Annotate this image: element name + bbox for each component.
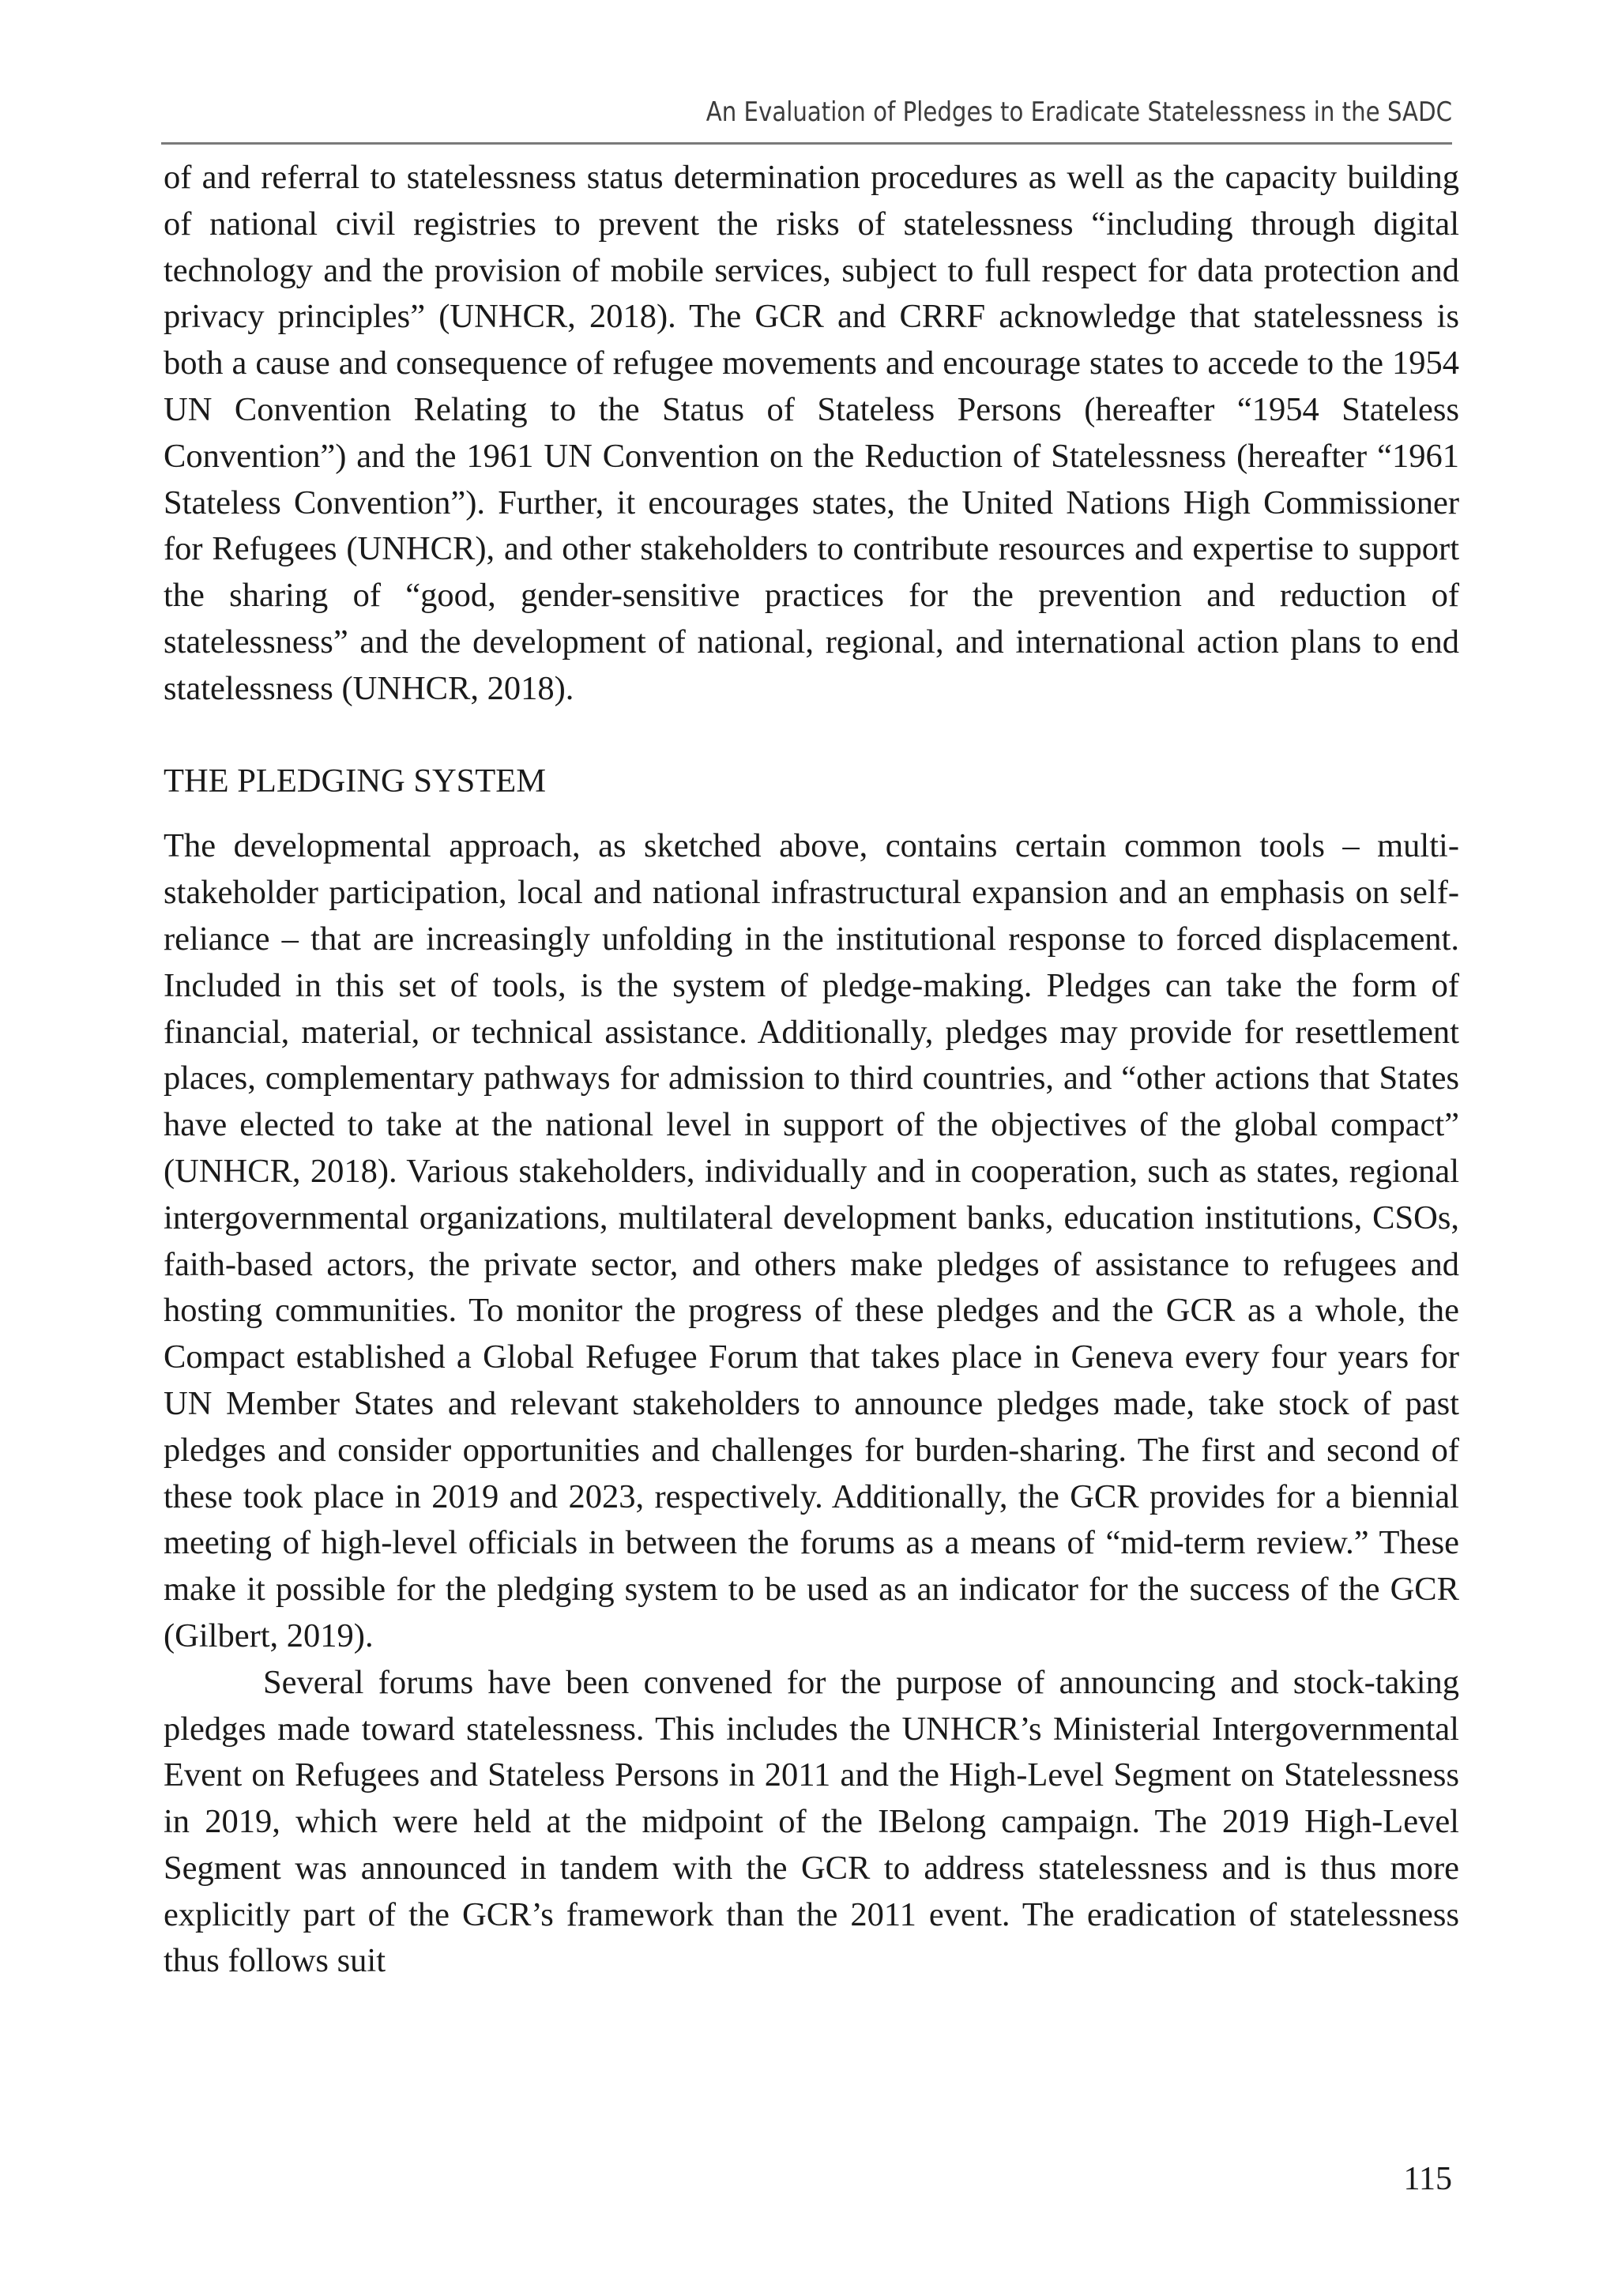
body-paragraph: The developmental approach, as sketched above, contains certain common tools – multi-stakeholder participation, local and national infrastructural expansion and an emphasis on self-reliance – that are increasingly unfolding in the institutional response to forced displacement. Included in this set of tools, is the system of pledge-making. Pledges can take the form of financial, material, or technical assistance. Additionally, pledges may provide for resettlement places, complementary pathways for admission to third countries, and “other actions that States have elected to take at the national level in support of the objectives of the global compact” (UNHCR, 2018). Various stakeholders, individually and in cooperation, such as states, regional intergovernmental organizations, multilateral development banks, education institutions, CSOs, faith-based actors, the private sector, and others make pledges of assistance to refugees and hosting communities. To monitor the progress of these pledges and the GCR as a whole, the Compact established a Global Refugee Forum that takes place in Geneva every four years for UN Member States and relevant stakeholders to announce pledges made, take stock of past pledges and consider opportunities and challenges for burden-sharing. The first and second of these took place in 2019 and 2023, respectively. Additionally, the GCR provides for a biennial meeting of high-level officials in between the forums as a means of “mid-term review.” These make it possible for the pledging system to be used as an indicator for the success of the GCR (Gilbert, 2019). — [164, 827, 1459, 1654]
running-head: An Evaluation of Pledges to Eradicate Statelessness in the SADC — [706, 96, 1452, 128]
section-spacer — [164, 713, 1459, 758]
intro-paragraph: of and referral to statelessness status determination procedures as well as the capacity building of national civil registries to prevent the risks of statelessness “including through digital technology and the provision of mobile services, subject to full respect for data protection and privacy principles” (UNHCR, 2018). The GCR and CRRF acknowledge that statelessness is both a cause and consequence of refugee movements and encourage states to accede to the 1954 UN Convention Relating to the Status of Stateless Persons (hereafter “1954 Stateless Convention”) and the 1961 UN Convention on the Reduction of Statelessness (hereafter “1961 Stateless Convention”). Further, it encourages states, the United Nations High Commissioner for Refugees (UNHCR), and other stakeholders to contribute resources and expertise to support the sharing of “good, gender-sensitive practices for the prevention and reduction of statelessness” and the development of national, regional, and international action plans to end statelessness (UNHCR, 2018). — [164, 159, 1459, 707]
body-text — [164, 155, 1459, 1985]
page-number: 115 — [1403, 2161, 1452, 2197]
section-spacer — [164, 804, 1459, 823]
body-paragraph-indented: Several forums have been convened for the purpose of announcing and stock-taking pledges made toward statelessness. This includes the UNHCR’s Ministerial Intergovernmental Event on Refugees and Stateless Persons in 2011 and the High-Level Segment on Statelessness in 2019, which were held at the midpoint of the IBelong campaign. The 2019 High-Level Segment was announced in tandem with the GCR to address statelessness and is thus more explicitly part of the GCR’s framework than the 2011 event. The eradication of statelessness thus follows suit — [164, 1663, 1459, 1980]
header-rule-divider — [161, 142, 1452, 145]
section-heading: THE PLEDGING SYSTEM — [164, 762, 547, 800]
